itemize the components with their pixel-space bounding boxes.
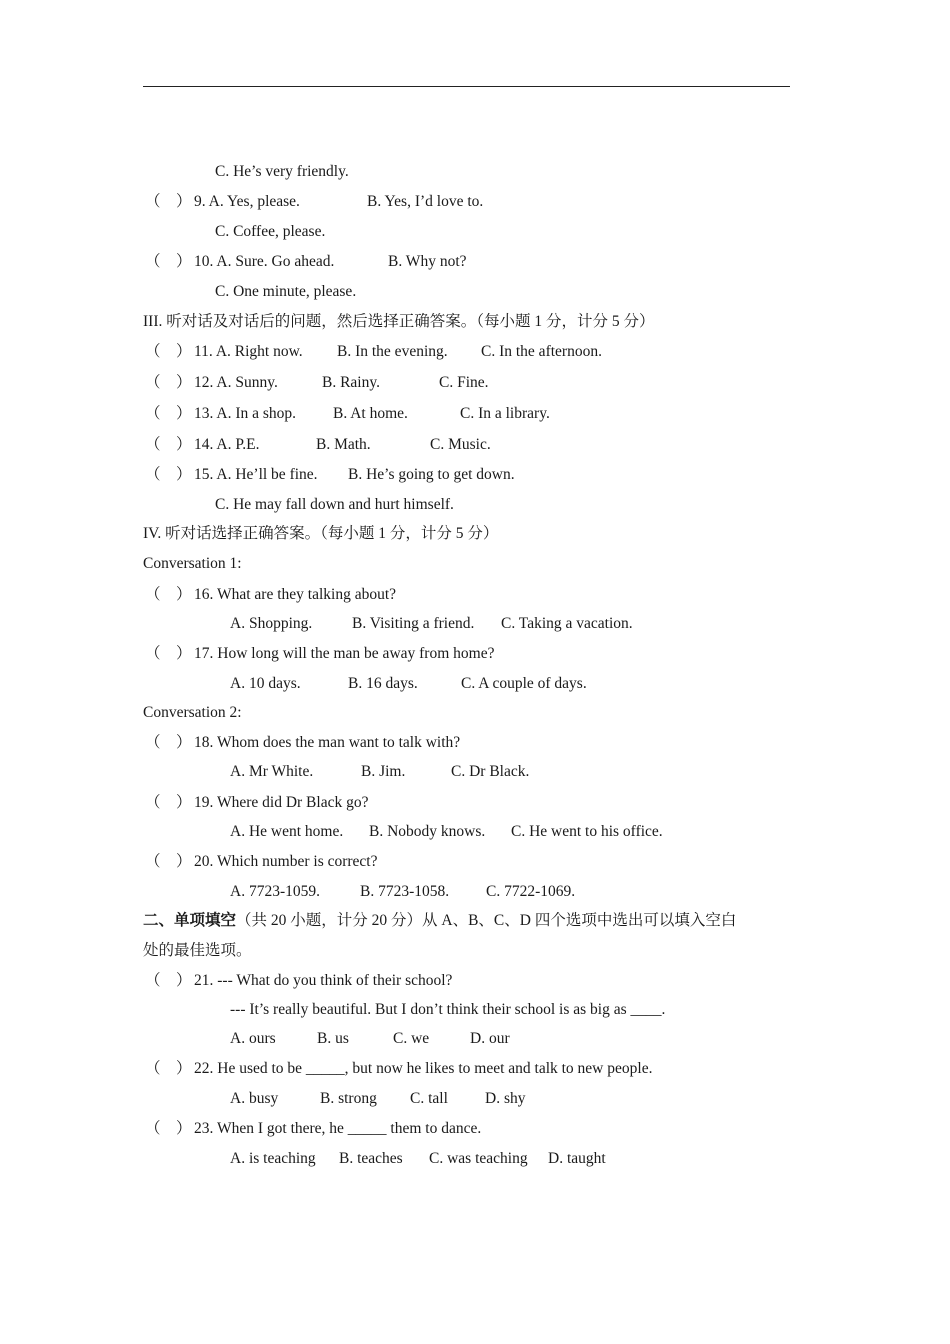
answer-blank-17: （ ）	[145, 645, 192, 662]
q23-option-d: D. taught	[548, 1150, 606, 1167]
q9-option-b: B. Yes, I’d love to.	[367, 193, 484, 210]
question-16: 16. What are they talking about?	[194, 586, 397, 603]
section-4-heading: IV. 听对话选择正确答案。（每小题 1 分，计分 5 分）	[143, 525, 499, 542]
q18-option-c: C. Dr Black.	[451, 763, 530, 780]
answer-blank-23: （ ）	[145, 1120, 192, 1137]
header-rule	[143, 86, 790, 87]
part-2-heading	[143, 911, 736, 931]
question-20: 20. Which number is correct?	[194, 853, 378, 870]
answer-blank-11: （ ）	[145, 343, 192, 360]
question-23: 23. When I got there, he _____ them to dance.	[194, 1120, 482, 1137]
q22-option-d: D. shy	[485, 1090, 526, 1107]
answer-blank-15: （ ）	[145, 466, 192, 483]
answer-blank-9: （ ）	[145, 193, 192, 210]
q23-option-c: C. was teaching	[429, 1150, 528, 1167]
q10-option-a: 10. A. Sure. Go ahead.	[194, 253, 335, 270]
q17-option-c: C. A couple of days.	[461, 675, 587, 692]
q12-option-b: B. Rainy.	[322, 374, 380, 391]
answer-blank-21: （ ）	[145, 972, 192, 989]
q16-option-b: B. Visiting a friend.	[352, 615, 475, 632]
q11-option-a: 11. A. Right now.	[194, 343, 303, 360]
q19-option-c: C. He went to his office.	[511, 823, 663, 840]
q18-option-a: A. Mr White.	[230, 763, 314, 780]
q21-option-d: D. our	[470, 1030, 510, 1047]
q20-option-c: C. 7722-1069.	[486, 883, 576, 900]
answer-blank-14: （ ）	[145, 436, 192, 453]
answer-blank-13: （ ）	[145, 405, 192, 422]
q20-option-a: A. 7723-1059.	[230, 883, 320, 900]
q15-option-c: C. He may fall down and hurt himself.	[215, 496, 454, 513]
q21-option-a: A. ours	[230, 1030, 276, 1047]
q19-option-b: B. Nobody knows.	[369, 823, 486, 840]
answer-blank-20: （ ）	[145, 853, 192, 870]
q12-option-c: C. Fine.	[439, 374, 489, 391]
q18-option-b: B. Jim.	[361, 763, 406, 780]
question-18: 18. Whom does the man want to talk with?	[194, 734, 461, 751]
q22-option-b: B. strong	[320, 1090, 377, 1107]
q9-option-a: 9. A. Yes, please.	[194, 193, 300, 210]
question-17: 17. How long will the man be away from home?	[194, 645, 495, 662]
answer-blank-16: （ ）	[145, 586, 192, 603]
question-19: 19. Where did Dr Black go?	[194, 794, 369, 811]
answer-blank-19: （ ）	[145, 794, 192, 811]
q14-option-a: 14. A. P.E.	[194, 436, 260, 453]
q17-option-b: B. 16 days.	[348, 675, 418, 692]
q13-option-a: 13. A. In a shop.	[194, 405, 297, 422]
q22-option-c: C. tall	[410, 1090, 448, 1107]
q11-option-c: C. In the afternoon.	[481, 343, 602, 360]
q10-option-c: C. One minute, please.	[215, 283, 357, 300]
q17-option-a: A. 10 days.	[230, 675, 301, 692]
q15-option-a: 15. A. He’ll be fine.	[194, 466, 318, 483]
q16-option-a: A. Shopping.	[230, 615, 313, 632]
option-8c: C. He’s very friendly.	[215, 163, 349, 180]
conversation-1-label: Conversation 1:	[143, 555, 242, 572]
q21-option-c: C. we	[393, 1030, 430, 1047]
question-22: 22. He used to be _____, but now he likes to meet and talk to new people.	[194, 1060, 653, 1077]
answer-blank-18: （ ）	[145, 734, 192, 751]
q14-option-b: B. Math.	[316, 436, 371, 453]
q23-option-b: B. teaches	[339, 1150, 403, 1167]
part-2-instructions: （共 20 小题，计分 20 分）从 A、B、C、D 四个选项中选出可以填入空白	[236, 912, 737, 929]
q15-option-b: B. He’s going to get down.	[348, 466, 515, 483]
q9-option-c: C. Coffee, please.	[215, 223, 326, 240]
q14-option-c: C. Music.	[430, 436, 491, 453]
answer-blank-12: （ ）	[145, 374, 192, 391]
q19-option-a: A. He went home.	[230, 823, 344, 840]
q20-option-b: B. 7723-1058.	[360, 883, 450, 900]
part-2-title: 二、单项填空	[143, 912, 237, 929]
q13-option-b: B. At home.	[333, 405, 408, 422]
q23-option-a: A. is teaching	[230, 1150, 316, 1167]
part-2-instructions-line2: 处的最佳选项。	[143, 942, 252, 959]
q11-option-b: B. In the evening.	[337, 343, 448, 360]
q10-option-b: B. Why not?	[388, 253, 467, 270]
question-21-reply: --- It’s really beautiful. But I don’t think their school is as big as ____.	[230, 1001, 666, 1018]
answer-blank-22: （ ）	[145, 1060, 192, 1077]
conversation-2-label: Conversation 2:	[143, 704, 242, 721]
q22-option-a: A. busy	[230, 1090, 279, 1107]
q13-option-c: C. In a library.	[460, 405, 550, 422]
answer-blank-10: （ ）	[145, 253, 192, 270]
q12-option-a: 12. A. Sunny.	[194, 374, 278, 391]
q21-option-b: B. us	[317, 1030, 349, 1047]
section-3-heading: III. 听对话及对话后的问题，然后选择正确答案。（每小题 1 分，计分 5 分）	[143, 313, 655, 330]
question-21: 21. --- What do you think of their school?	[194, 972, 453, 989]
q16-option-c: C. Taking a vacation.	[501, 615, 633, 632]
